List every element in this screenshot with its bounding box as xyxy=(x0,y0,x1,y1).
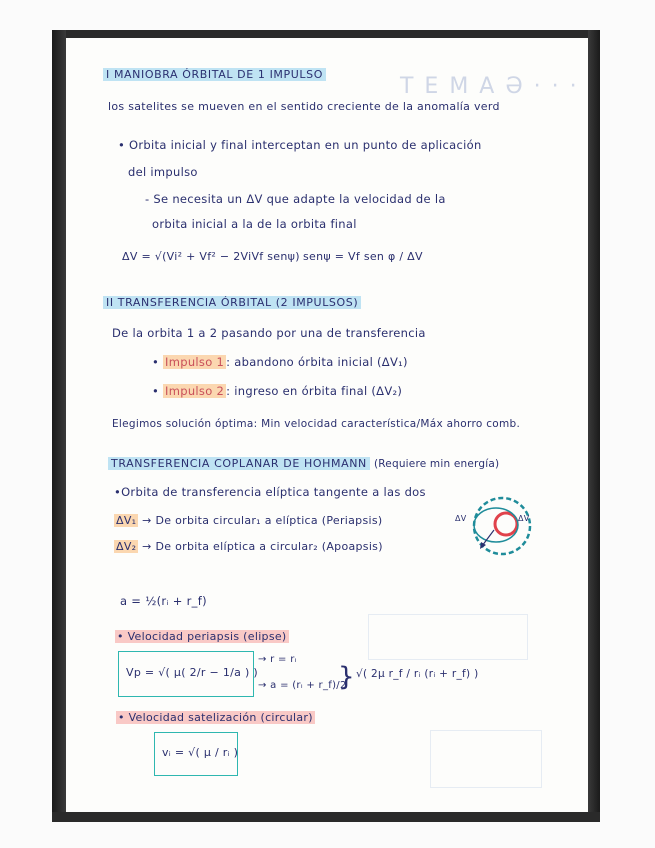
dv1-line: ΔV₁ → De orbita circular₁ a elíptica (Periapsis) xyxy=(116,514,383,527)
section-1-sub: - Se necesita un ΔV que adapte la velocidad de la xyxy=(145,192,446,206)
formula-semi-major-axis: a = ½(rᵢ + r_f) xyxy=(120,594,207,608)
dv2-label: ΔV₂ xyxy=(116,540,137,553)
section-2-line: De la orbita 1 a 2 pasando por una de transferencia xyxy=(112,326,426,340)
section-1-sub-cont: orbita inicial a la de la orbita final xyxy=(152,217,357,231)
impulse-1-line: • Impulso 1 : abandono órbita inicial (ΔV₁) xyxy=(152,355,408,369)
periapsis-result: √( 2μ r_f / rᵢ (rᵢ + r_f) ) xyxy=(356,668,479,680)
section-1-bullet: • Orbita inicial y final interceptan en un punto de aplicación xyxy=(118,138,482,152)
bleed-through-text: T E M A Ə · · · xyxy=(400,74,579,99)
scan-edge-left xyxy=(52,30,66,820)
periapsis-condition-1: → r = rᵢ xyxy=(258,654,297,665)
formula-delta-v: ΔV = √(Vi² + Vf² − 2ViVf senψ) xyxy=(122,250,300,263)
section-3-title: TRANSFERENCIA COPLANAR DE HOHMANN (Requiere min energía) xyxy=(108,457,499,470)
dv2-line: ΔV₂ → De orbita elíptica a circular₂ (Apoapsis) xyxy=(116,540,383,553)
periapsis-title: • Velocidad periapsis (elipse) xyxy=(117,630,287,643)
section-2-conclusion: Elegimos solución óptima: Min velocidad característica/Máx ahorro comb. xyxy=(112,418,521,430)
inner-orbit xyxy=(495,513,517,535)
brace: } xyxy=(338,662,355,692)
circular-formula: vᵢ = √( μ / rᵢ ) xyxy=(162,746,239,759)
dv1-label: ΔV₁ xyxy=(116,514,137,527)
impulse-2-line: • Impulso 2 : ingreso en órbita final (ΔV₂) xyxy=(152,384,403,398)
formula-sen-psi: senψ = Vf sen φ / ΔV xyxy=(303,250,423,263)
impulse-2-label: Impulso 2 xyxy=(165,384,225,398)
arrow-head xyxy=(480,542,486,549)
circular-title: • Velocidad satelización (circular) xyxy=(118,711,313,724)
section-2-title: II TRANSFERENCIA ÓRBITAL (2 IMPULSOS) xyxy=(103,296,361,309)
bleed-through-box xyxy=(368,614,528,660)
arrow-dv xyxy=(482,530,494,546)
section-1-line: los satelites se mueven en el sentido creciente de la anomalía verd xyxy=(108,100,500,113)
bleed-through-box xyxy=(430,730,542,788)
diagram-dv-label: ΔV xyxy=(455,514,467,523)
diagram-dvf-label: ΔV xyxy=(518,514,530,523)
scan-edge-top xyxy=(52,30,600,38)
scan-edge-bottom xyxy=(52,812,600,822)
periapsis-formula: Vp = √( μ( 2/r − 1/a ) ) xyxy=(126,666,258,679)
section-3-line: •Orbita de transferencia elíptica tangente a las dos xyxy=(114,485,426,499)
hohmann-orbit-diagram xyxy=(452,488,538,562)
periapsis-condition-2: → a = (rᵢ + r_f)/2 xyxy=(258,680,347,691)
section-1-title: I MANIOBRA ÓRBITAL DE 1 IMPULSO xyxy=(103,68,326,81)
impulse-1-label: Impulso 1 xyxy=(165,355,225,369)
section-1-bullet-cont: del impulso xyxy=(128,165,198,179)
scan-edge-right xyxy=(588,30,600,820)
